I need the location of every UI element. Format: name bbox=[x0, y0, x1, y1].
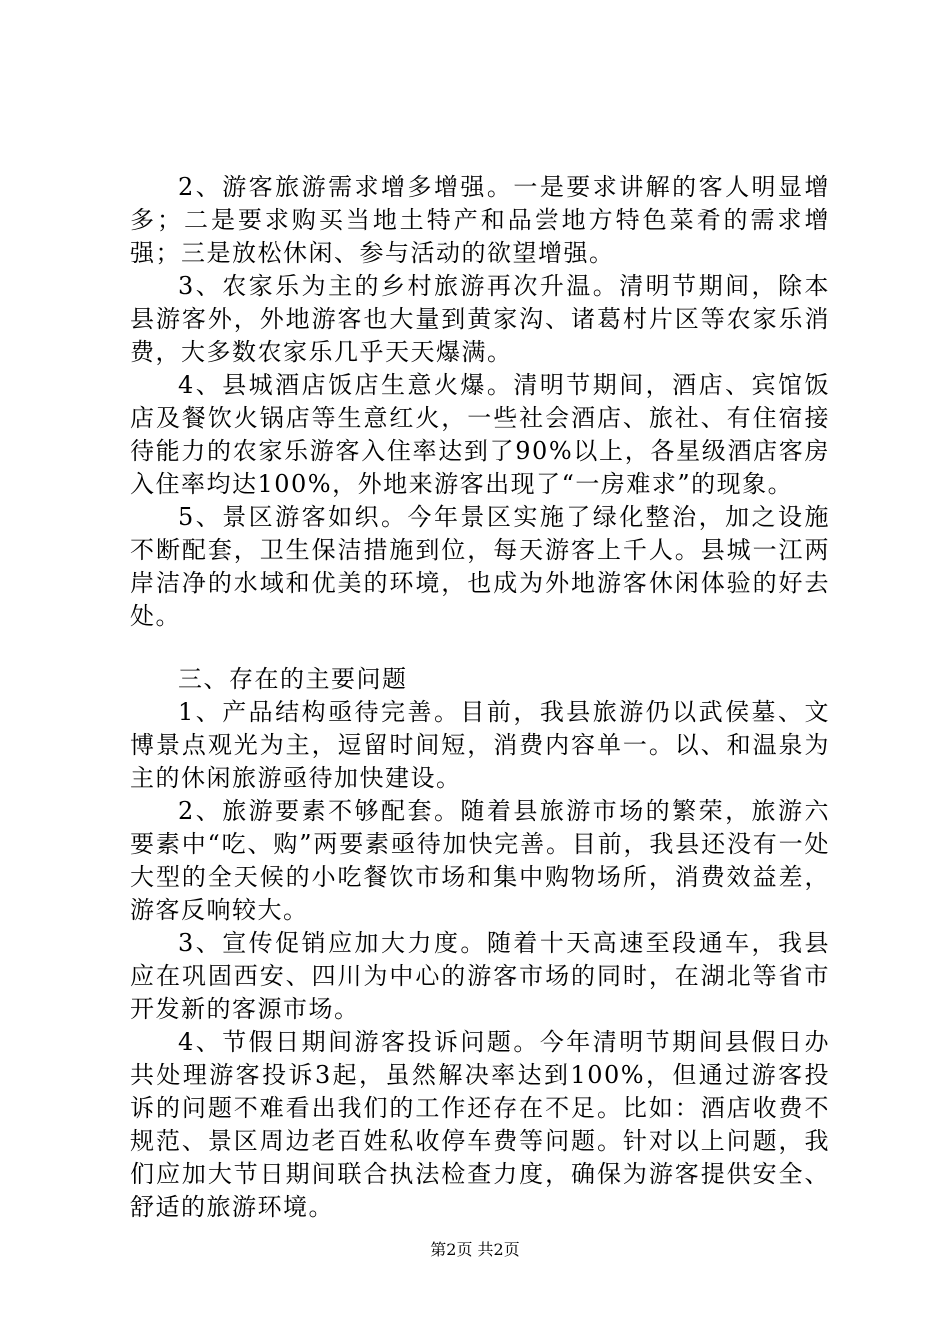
paragraph-hotel-business: 4、县城酒店饭店生意火爆。清明节期间，酒店、宾馆饭店及餐饮火锅店等生意红火，一些社会酒店、旅社、有住宿接待能力的农家乐游客入住率达到了90%以上，各星级酒店客房入住率均达100%，外地来游客出现了“一房难求”的现象。 bbox=[130, 371, 830, 498]
paragraph-rural-tourism: 3、农家乐为主的乡村旅游再次升温。清明节期间，除本县游客外，外地游客也大量到黄家沟、诸葛村片区等农家乐消费，大多数农家乐几乎天天爆满。 bbox=[130, 272, 830, 366]
section-heading: 三、存在的主要问题 bbox=[178, 665, 408, 693]
paragraph-complaints: 4、节假日期间游客投诉问题。今年清明节期间县假日办共处理游客投诉3起，虽然解决率达到100%，但通过游客投诉的问题不难看出我们的工作还存在不足。比如：酒店收费不规范、景区周边老百姓私收停车费等问题。针对以上问题，我们应加大节日期间联合执法检查力度，确保为游客提供安全、舒适的旅游环境。 bbox=[130, 1028, 830, 1221]
section-spacer bbox=[130, 633, 830, 663]
paragraph-tourism-elements: 2、旅游要素不够配套。随着县旅游市场的繁荣，旅游六要素中“吃、购”两要素亟待加快完善。目前，我县还没有一处大型的全天候的小吃餐饮市场和集中购物场所，消费效益差，游客反响较大。 bbox=[130, 797, 830, 924]
paragraph-tourist-demand: 2、游客旅游需求增多增强。一是要求讲解的客人明显增多；二是要求购买当地土特产和品尝地方特色菜肴的需求增强；三是放松休闲、参与活动的欲望增强。 bbox=[130, 173, 830, 267]
page-number-footer: 第2页 共2页 bbox=[430, 1240, 520, 1259]
document-body bbox=[130, 171, 830, 1224]
paragraph-product-structure: 1、产品结构亟待完善。目前，我县旅游仍以武侯墓、文博景点观光为主，逗留时间短，消费内容单一。以、和温泉为主的休闲旅游亟待加快建设。 bbox=[130, 698, 830, 792]
paragraph-promotion: 3、宣传促销应加大力度。随着十天高速至段通车，我县应在巩固西安、四川为中心的游客市场的同时，在湖北等省市开发新的客源市场。 bbox=[130, 929, 830, 1023]
paragraph-scenic-visitors: 5、景区游客如织。今年景区实施了绿化整治，加之设施不断配套，卫生保洁措施到位，每天游客上千人。县城一江两岸洁净的水域和优美的环境，也成为外地游客休闲体验的好去处。 bbox=[130, 503, 830, 630]
